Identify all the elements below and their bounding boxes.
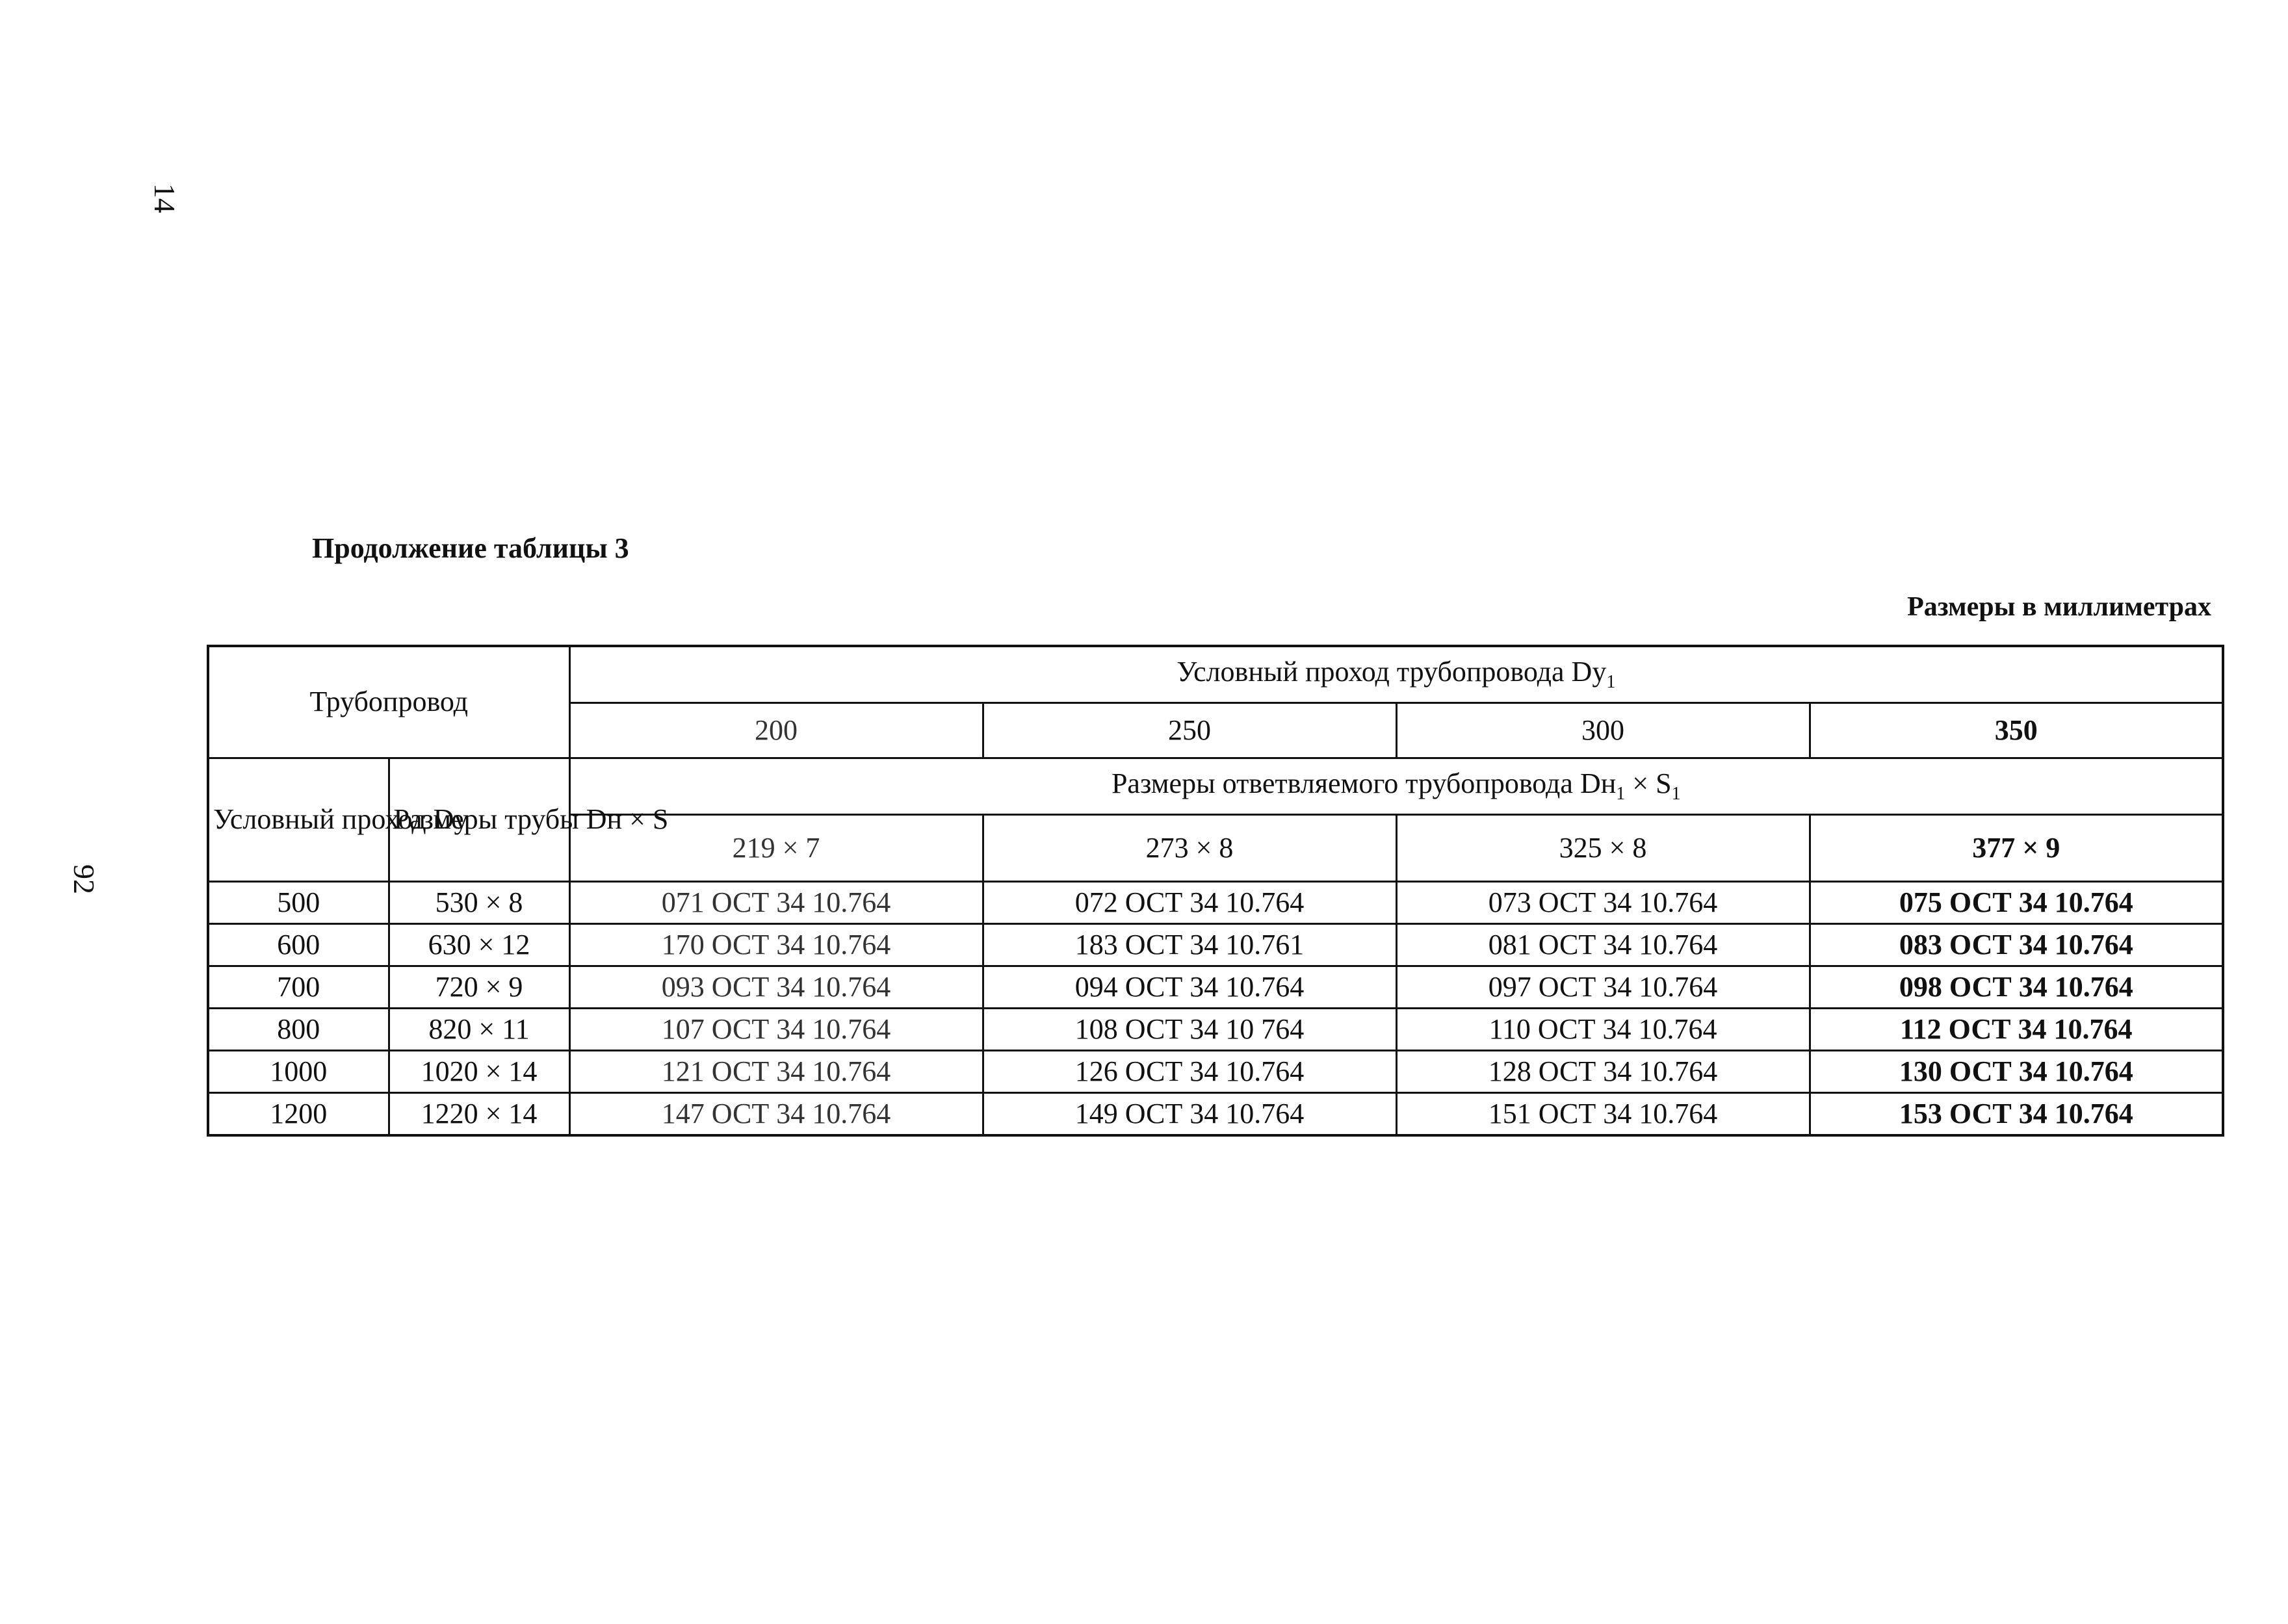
designation-cell: 083 ОСТ 34 10.764	[1810, 924, 2223, 966]
table-continuation-title: Продолжение таблицы 3	[312, 532, 629, 564]
size-column-header: Размеры трубы Dн × S	[389, 758, 569, 882]
designation-cell: 110 ОСТ 34 10.764	[1396, 1009, 1810, 1051]
size-cell: 630 × 12	[389, 924, 569, 966]
units-note: Размеры в миллиметрах	[1907, 592, 2211, 622]
designation-cell: 151 ОСТ 34 10.764	[1396, 1093, 1810, 1136]
page-number: 14	[148, 183, 181, 213]
branch-size-group-header: Размеры ответвляемого трубопровода $Dн_1 \times S_1$	[569, 758, 2223, 815]
designation-cell: 130 ОСТ 34 10.764	[1810, 1051, 2223, 1093]
size-cell: 1220 × 14	[389, 1093, 569, 1136]
dy-cell: 1000	[208, 1051, 389, 1093]
pipeline-header: Трубопровод	[208, 646, 569, 758]
branch-size: 325 × 8	[1396, 815, 1810, 882]
designation-cell: 126 ОСТ 34 10.764	[983, 1051, 1396, 1093]
dy1-group-header: Условный проход трубопровода $Dy_1$	[569, 646, 2223, 703]
designation-cell: 108 ОСТ 34 10 764	[983, 1009, 1396, 1051]
designation-cell: 097 ОСТ 34 10.764	[1396, 966, 1810, 1009]
dy1-value: 250	[983, 703, 1396, 758]
dy1-value: 350	[1810, 703, 2223, 758]
designation-cell: 081 ОСТ 34 10.764	[1396, 924, 1810, 966]
table-row	[208, 1009, 2223, 1051]
size-cell: 1020 × 14	[389, 1051, 569, 1093]
designation-cell: 112 ОСТ 34 10.764	[1810, 1009, 2223, 1051]
size-cell: 720 × 9	[389, 966, 569, 1009]
designation-cell: 073 ОСТ 34 10.764	[1396, 882, 1810, 924]
size-cell: 820 × 11	[389, 1009, 569, 1051]
branch-size: 219 × 7	[569, 815, 983, 882]
table-row	[208, 882, 2223, 924]
designation-cell: 094 ОСТ 34 10.764	[983, 966, 1396, 1009]
designation-cell: 071 ОСТ 34 10.764	[569, 882, 983, 924]
designation-cell: 075 ОСТ 34 10.764	[1810, 882, 2223, 924]
designation-cell: 149 ОСТ 34 10.764	[983, 1093, 1396, 1136]
size-cell: 530 × 8	[389, 882, 569, 924]
dy-cell: 1200	[208, 1093, 389, 1136]
dy1-value: 200	[569, 703, 983, 758]
designation-cell: 128 ОСТ 34 10.764	[1396, 1051, 1810, 1093]
table-row	[208, 966, 2223, 1009]
designation-cell: 098 ОСТ 34 10.764	[1810, 966, 2223, 1009]
table-row	[208, 924, 2223, 966]
table-row	[208, 1093, 2223, 1136]
designation-cell: 107 ОСТ 34 10.764	[569, 1009, 983, 1051]
designation-cell: 170 ОСТ 34 10.764	[569, 924, 983, 966]
designation-cell: 153 ОСТ 34 10.764	[1810, 1093, 2223, 1136]
dy-cell: 500	[208, 882, 389, 924]
designation-cell: 093 ОСТ 34 10.764	[569, 966, 983, 1009]
dy-column-header: Условный проход Dy	[208, 758, 389, 882]
sheet-number: 92	[68, 864, 101, 894]
dy1-value: 300	[1396, 703, 1810, 758]
designation-cell: 121 ОСТ 34 10.764	[569, 1051, 983, 1093]
dy-cell: 800	[208, 1009, 389, 1051]
pipe-branch-table	[207, 645, 2224, 1137]
dy-cell: 700	[208, 966, 389, 1009]
table-row	[208, 1051, 2223, 1093]
designation-cell: 147 ОСТ 34 10.764	[569, 1093, 983, 1136]
branch-size: 377 × 9	[1810, 815, 2223, 882]
branch-size: 273 × 8	[983, 815, 1396, 882]
designation-cell: 072 ОСТ 34 10.764	[983, 882, 1396, 924]
dy-cell: 600	[208, 924, 389, 966]
designation-cell: 183 ОСТ 34 10.761	[983, 924, 1396, 966]
